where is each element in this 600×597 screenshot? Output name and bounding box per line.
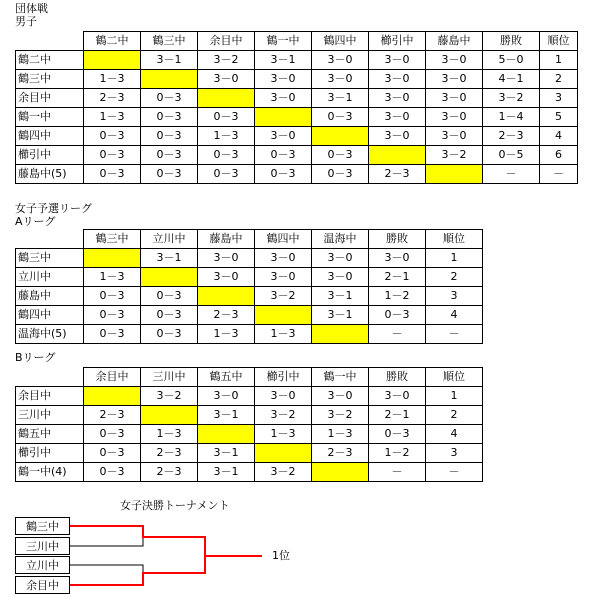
score-cell: 3－0 — [312, 249, 369, 268]
score-cell: 0－3 — [84, 165, 141, 184]
score-cell: 0－5 — [483, 146, 540, 165]
score-cell: 0－3 — [312, 146, 369, 165]
score-cell: 3－0 — [426, 51, 483, 70]
score-cell: 3－0 — [369, 89, 426, 108]
score-cell: 3－0 — [255, 268, 312, 287]
score-cell: 2－3 — [141, 444, 198, 463]
score-cell: 0－3 — [84, 463, 141, 482]
bracket-red-upper — [70, 526, 205, 556]
score-cell: 3－1 — [312, 89, 369, 108]
score-cell: 3－0 — [426, 70, 483, 89]
column-header: 鶴三中 — [84, 230, 141, 249]
score-cell: 2－3 — [141, 463, 198, 482]
score-cell: 0－3 — [312, 165, 369, 184]
score-cell: 6 — [540, 146, 578, 165]
score-cell: 2－3 — [198, 306, 255, 325]
score-cell: 3－2 — [255, 287, 312, 306]
bracket-line-team-2 — [70, 537, 143, 546]
score-cell: 0－3 — [255, 146, 312, 165]
column-header: 藤島中 — [198, 230, 255, 249]
score-cell: 3－0 — [255, 70, 312, 89]
score-cell: 3－0 — [198, 249, 255, 268]
score-cell: － — [426, 463, 483, 482]
row-team-name: 櫛引中 — [16, 444, 84, 463]
bracket-red-lines — [70, 526, 262, 585]
score-cell: 3 — [540, 89, 578, 108]
score-cell: 1－3 — [255, 425, 312, 444]
score-cell: 1 — [540, 51, 578, 70]
tournament-team-2: 三川中 — [15, 537, 70, 555]
score-cell: 3－0 — [255, 127, 312, 146]
score-cell: 0－3 — [84, 287, 141, 306]
score-cell: 3－1 — [198, 444, 255, 463]
score-cell: 0－3 — [255, 165, 312, 184]
column-header: 鶴一中 — [312, 368, 369, 387]
score-cell: － — [369, 463, 426, 482]
score-cell: 1－3 — [255, 325, 312, 344]
column-header: 鶴四中 — [255, 230, 312, 249]
score-cell: 0－3 — [198, 165, 255, 184]
column-header: 温海中 — [312, 230, 369, 249]
row-team-name: 櫛引中 — [16, 146, 84, 165]
score-cell: 0－3 — [312, 108, 369, 127]
score-cell: 0－3 — [141, 89, 198, 108]
column-header: 藤島中 — [426, 32, 483, 51]
score-cell: 3－2 — [426, 146, 483, 165]
score-cell: 2－1 — [369, 406, 426, 425]
score-cell: 3－1 — [141, 51, 198, 70]
column-header: 鶴二中 — [84, 32, 141, 51]
men-title: 団体戦 — [15, 2, 48, 15]
row-team-name: 鶴三中 — [16, 70, 84, 89]
score-cell: 3－2 — [255, 463, 312, 482]
score-cell: 3－0 — [426, 89, 483, 108]
row-team-name: 藤島中 — [16, 287, 84, 306]
column-header: 順位 — [426, 368, 483, 387]
score-cell: 3－2 — [483, 89, 540, 108]
score-cell: 0－3 — [84, 325, 141, 344]
score-cell: 3－0 — [312, 51, 369, 70]
score-cell: 2－3 — [84, 89, 141, 108]
score-cell: 0－3 — [369, 425, 426, 444]
score-cell: 1 — [426, 387, 483, 406]
score-cell: 1－2 — [369, 444, 426, 463]
score-cell: 0－3 — [141, 127, 198, 146]
score-cell: － — [426, 325, 483, 344]
row-team-name: 鶴三中 — [16, 249, 84, 268]
row-team-name: 温海中(5) — [16, 325, 84, 344]
score-cell: 3－0 — [369, 108, 426, 127]
league-b-subtitle: Bリーグ — [15, 351, 56, 364]
score-cell: 3－0 — [426, 127, 483, 146]
score-cell: 3－2 — [198, 51, 255, 70]
score-cell: 3－0 — [198, 387, 255, 406]
score-cell: 0－3 — [141, 146, 198, 165]
tournament-team-1: 鶴三中 — [15, 517, 70, 535]
column-header: 勝敗 — [483, 32, 540, 51]
score-cell: 3 — [426, 287, 483, 306]
score-cell: 3－0 — [198, 70, 255, 89]
score-cell: － — [483, 165, 540, 184]
score-cell: 3－1 — [198, 463, 255, 482]
score-cell: 4 — [540, 127, 578, 146]
score-cell: 1－4 — [483, 108, 540, 127]
bracket-line-team-3 — [70, 565, 143, 573]
score-cell: 1－3 — [312, 425, 369, 444]
score-cell: 0－3 — [141, 306, 198, 325]
score-cell: 3－1 — [198, 406, 255, 425]
score-cell: 3－0 — [255, 89, 312, 108]
score-cell: 2 — [540, 70, 578, 89]
score-cell: 3－1 — [312, 306, 369, 325]
score-cell: 0－3 — [369, 306, 426, 325]
column-header: 勝敗 — [369, 368, 426, 387]
tournament-team-4: 余目中 — [15, 576, 70, 594]
column-header: 鶴一中 — [255, 32, 312, 51]
score-cell: 1－3 — [198, 127, 255, 146]
score-cell: 0－3 — [141, 325, 198, 344]
bracket-black-lines — [70, 537, 143, 573]
score-cell: 3－1 — [141, 249, 198, 268]
row-team-name: 立川中 — [16, 268, 84, 287]
column-header: 鶴五中 — [198, 368, 255, 387]
score-cell: 3－1 — [312, 287, 369, 306]
score-cell: 0－3 — [84, 146, 141, 165]
column-header: 鶴三中 — [141, 32, 198, 51]
score-cell: 2－3 — [369, 165, 426, 184]
score-cell: 1－3 — [141, 425, 198, 444]
bracket-red-lower — [70, 556, 205, 585]
score-cell: 0－3 — [141, 108, 198, 127]
score-cell: 1－3 — [198, 325, 255, 344]
score-cell: 5－0 — [483, 51, 540, 70]
score-cell: 3－0 — [198, 268, 255, 287]
column-header: 櫛引中 — [255, 368, 312, 387]
score-cell: 3－0 — [369, 127, 426, 146]
column-header: 順位 — [426, 230, 483, 249]
score-cell: 1－2 — [369, 287, 426, 306]
score-cell: 3－0 — [426, 108, 483, 127]
score-cell: 3－0 — [369, 51, 426, 70]
score-cell: 3－0 — [255, 387, 312, 406]
score-cell: 1－3 — [84, 108, 141, 127]
score-cell: 4 — [426, 306, 483, 325]
women-title: 女子予選リーグ — [15, 202, 92, 215]
column-header: 三川中 — [141, 368, 198, 387]
score-cell: 0－3 — [198, 146, 255, 165]
score-cell: － — [540, 165, 578, 184]
column-header: 鶴四中 — [312, 32, 369, 51]
column-header: 余目中 — [198, 32, 255, 51]
league-a-subtitle: Aリーグ — [15, 215, 56, 228]
score-cell: 4－1 — [483, 70, 540, 89]
score-cell: 0－3 — [84, 127, 141, 146]
column-header: 立川中 — [141, 230, 198, 249]
score-cell: 0－3 — [84, 444, 141, 463]
score-cell: 3－0 — [312, 268, 369, 287]
score-cell: 3－0 — [369, 249, 426, 268]
row-team-name: 鶴四中 — [16, 127, 84, 146]
score-cell: 0－3 — [84, 306, 141, 325]
score-cell: 5 — [540, 108, 578, 127]
score-cell: 3－0 — [312, 70, 369, 89]
row-team-name: 鶴一中(4) — [16, 463, 84, 482]
score-cell: 2－1 — [369, 268, 426, 287]
score-cell: 3－2 — [141, 387, 198, 406]
row-team-name: 余目中 — [16, 89, 84, 108]
tournament-title: 女子決勝トーナメント — [120, 499, 230, 512]
score-cell: 2 — [426, 268, 483, 287]
score-cell: 3－0 — [369, 387, 426, 406]
row-team-name: 鶴一中 — [16, 108, 84, 127]
score-cell: 1－3 — [84, 268, 141, 287]
score-cell: 3－2 — [255, 406, 312, 425]
row-team-name: 三川中 — [16, 406, 84, 425]
column-header: 櫛引中 — [369, 32, 426, 51]
score-cell: 0－3 — [141, 287, 198, 306]
score-cell: 2－3 — [84, 406, 141, 425]
row-team-name: 鶴五中 — [16, 425, 84, 444]
score-cell: 1 — [426, 249, 483, 268]
score-cell: 3－1 — [255, 51, 312, 70]
men-subtitle: 男子 — [15, 15, 37, 28]
row-team-name: 鶴四中 — [16, 306, 84, 325]
score-cell: 3－2 — [312, 406, 369, 425]
score-cell: － — [369, 325, 426, 344]
score-cell: 3－0 — [312, 387, 369, 406]
score-cell: 2－3 — [312, 444, 369, 463]
row-team-name: 余目中 — [16, 387, 84, 406]
row-team-name: 鶴二中 — [16, 51, 84, 70]
score-cell: 3－0 — [369, 70, 426, 89]
column-header: 余目中 — [84, 368, 141, 387]
row-team-name: 藤島中(5) — [16, 165, 84, 184]
score-cell: 3 — [426, 444, 483, 463]
column-header: 順位 — [540, 32, 578, 51]
tournament-team-3: 立川中 — [15, 556, 70, 574]
tournament-result: 1位 — [272, 549, 290, 562]
score-cell: 3－0 — [255, 249, 312, 268]
score-cell: 2－3 — [483, 127, 540, 146]
score-cell: 0－3 — [141, 165, 198, 184]
score-cell: 1－3 — [84, 70, 141, 89]
score-cell: 4 — [426, 425, 483, 444]
score-cell: 0－3 — [198, 108, 255, 127]
score-cell: 0－3 — [84, 425, 141, 444]
score-cell: 2 — [426, 406, 483, 425]
column-header: 勝敗 — [369, 230, 426, 249]
